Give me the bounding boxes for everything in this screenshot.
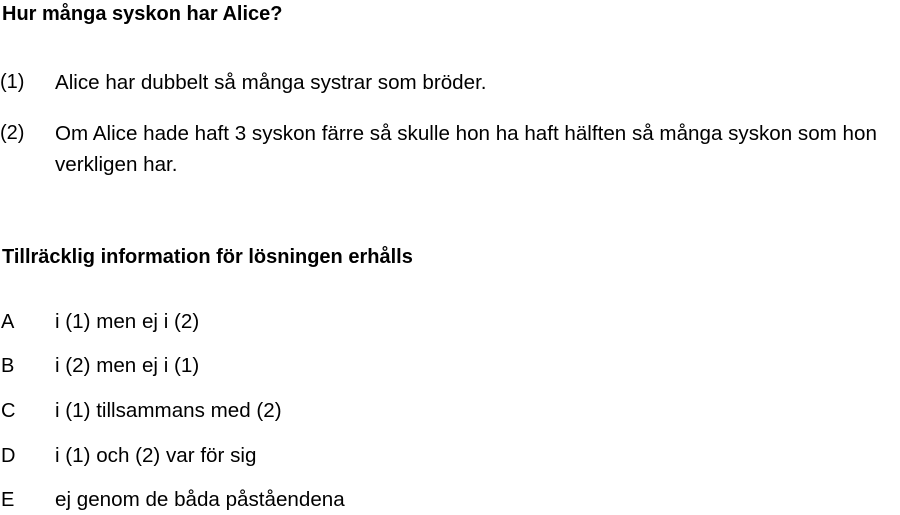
option-letter: E xyxy=(1,489,15,511)
option-c[interactable] xyxy=(0,396,900,426)
option-letter: C xyxy=(1,400,16,422)
option-text: i (2) men ej i (1) xyxy=(55,354,200,377)
option-letter: D xyxy=(1,445,16,467)
option-text: ej genom de båda påståendena xyxy=(55,488,345,511)
option-letter: A xyxy=(1,311,15,333)
option-text: i (1) och (2) var för sig xyxy=(55,444,257,467)
option-d[interactable] xyxy=(0,441,900,471)
statement-text: Om Alice hade haft 3 syskon färre så skulle hon ha haft hälften så många syskon som hon verkligen har. xyxy=(55,122,877,176)
option-e[interactable] xyxy=(0,485,900,515)
option-text: i (1) men ej i (2) xyxy=(55,310,200,333)
option-letter: B xyxy=(1,355,15,377)
statement-number: (2) xyxy=(0,122,25,144)
statement-text: Alice har dubbelt så många systrar som bröder. xyxy=(55,71,487,94)
option-a[interactable] xyxy=(0,307,900,337)
instruction-heading: Tillräcklig information för lösningen erhålls xyxy=(2,246,413,268)
option-text: i (1) tillsammans med (2) xyxy=(55,399,282,422)
option-b[interactable] xyxy=(0,351,900,381)
statement-number: (1) xyxy=(0,71,25,93)
question-title: Hur många syskon har Alice? xyxy=(2,3,283,25)
